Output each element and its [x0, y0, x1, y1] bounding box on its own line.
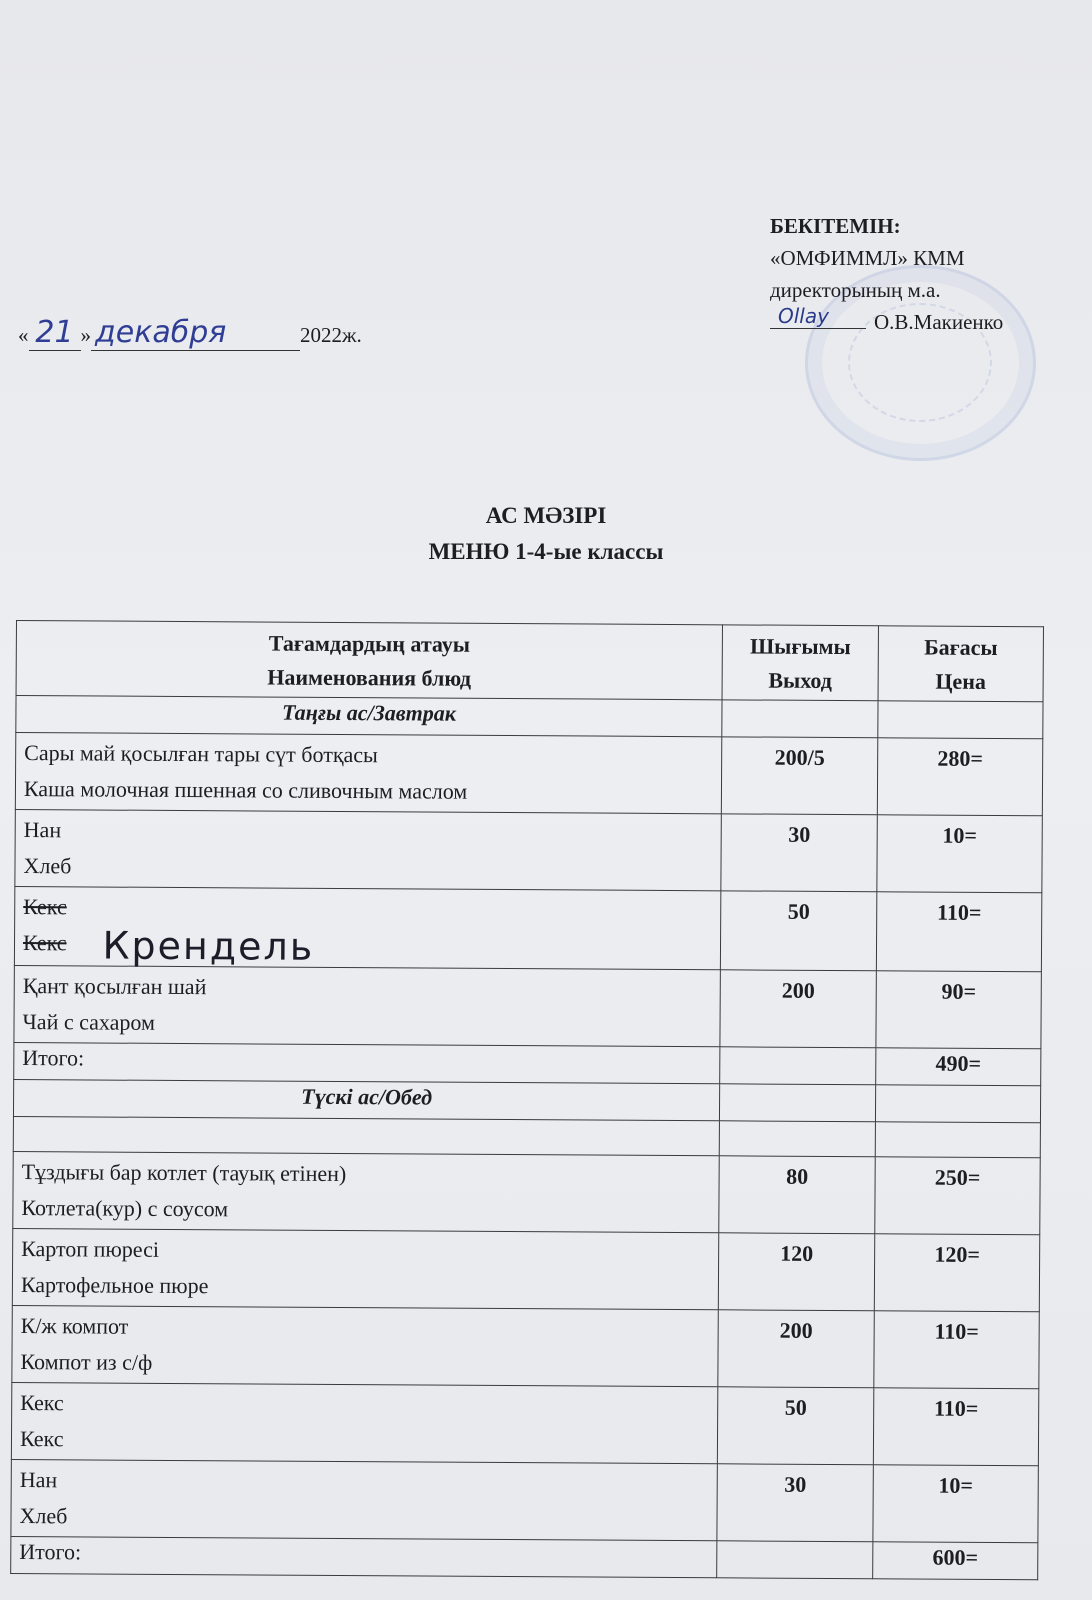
dish-price: 280=: [877, 738, 1042, 816]
dish-name-kz-struck: Кекс: [23, 894, 67, 920]
dish-name-cell: [15, 733, 722, 814]
dish-name-cell: [15, 809, 722, 890]
date-year: 2022ж.: [300, 323, 362, 347]
section-empty-cell: [722, 700, 878, 738]
total-empty-cell: [720, 1047, 876, 1085]
dish-price: 110=: [876, 892, 1041, 972]
approval-block: [770, 210, 1070, 338]
dish-price: 120=: [874, 1234, 1039, 1312]
table-row: [15, 809, 1042, 892]
dish-yield: 200: [720, 970, 876, 1048]
signature-underline: [770, 304, 866, 329]
document-date: [18, 315, 362, 351]
dish-name-ru: Каша молочная пшенная со сливочным маслом: [23, 776, 468, 804]
dish-yield: 200: [718, 1310, 874, 1388]
total-row-lunch: [11, 1536, 1038, 1579]
total-label: Итого:: [11, 1536, 717, 1577]
date-open-quote: «: [18, 323, 29, 347]
dish-price: 90=: [876, 971, 1041, 1049]
dish-yield: 80: [719, 1156, 875, 1234]
total-price: 600=: [873, 1542, 1038, 1580]
section-row-breakfast: [16, 696, 1043, 739]
approval-title: БЕКІТЕМІН:: [770, 214, 901, 238]
header-price-ru: Цена: [935, 668, 987, 694]
blank-cell: [719, 1121, 875, 1157]
dish-name-cell: [14, 965, 721, 1046]
dish-yield: 30: [721, 814, 877, 892]
dish-yield: 50: [720, 891, 876, 971]
handwritten-signature: Ollay: [778, 304, 829, 328]
dish-name-ru: Компот из с/ф: [20, 1348, 153, 1375]
dish-name-ru: Кекс: [19, 1425, 64, 1452]
dish-price: 110=: [873, 1388, 1038, 1466]
dish-yield: 30: [717, 1464, 873, 1542]
menu-table: [10, 620, 1044, 1580]
header-dish-name: [16, 621, 723, 700]
section-empty-cell: [878, 701, 1043, 739]
date-month: декабря: [91, 315, 300, 351]
dish-name-kz: Кекс: [20, 1389, 64, 1416]
dish-yield: 50: [717, 1387, 873, 1465]
dish-name-kz: Нан: [19, 1466, 58, 1493]
section-empty-cell: [875, 1085, 1040, 1123]
dish-name-ru: Хлеб: [19, 1502, 68, 1529]
signature-line: [770, 306, 1070, 338]
dish-name-cell: [11, 1459, 718, 1540]
table-row: [14, 965, 1041, 1048]
menu-titles: [0, 498, 1092, 570]
dish-price: 10=: [877, 815, 1042, 893]
dish-name-kz: Нан: [23, 817, 62, 843]
dish-name-cell: [13, 1151, 720, 1232]
table-row: [12, 1305, 1039, 1388]
dish-name-cell: [12, 1305, 719, 1386]
dish-name-ru-struck: Кекс: [22, 930, 67, 956]
dish-price: 250=: [875, 1157, 1040, 1235]
dish-price: 10=: [873, 1465, 1038, 1543]
table-row: [15, 733, 1042, 816]
total-price: 490=: [876, 1048, 1041, 1086]
dish-name-kz: Қант қосылған шай: [22, 973, 207, 1000]
blank-cell: [13, 1116, 719, 1155]
table-row: [13, 1151, 1040, 1234]
header-yield-kz: Шығымы: [749, 633, 851, 660]
approver-name: О.В.Макиенко: [874, 310, 1004, 334]
dish-name-cell: [14, 886, 721, 969]
total-label: Итого:: [14, 1042, 720, 1083]
approval-org: «ОМФИММЛ» КММ: [770, 246, 965, 270]
handwritten-replacement: Крендель: [102, 923, 315, 969]
approval-role: директорының м.а.: [770, 278, 941, 302]
table-header-row: [16, 621, 1043, 702]
dish-name-kz: Тұздығы бар котлет (тауық етінен): [21, 1158, 347, 1186]
table-row: [14, 886, 1041, 971]
table-row: [11, 1459, 1038, 1542]
dish-name-kz: К/ж компот: [20, 1312, 129, 1339]
section-row-lunch: [13, 1079, 1040, 1122]
dish-price: 110=: [874, 1311, 1039, 1389]
dish-yield: 120: [718, 1233, 874, 1311]
dish-name-ru: Картофельное пюре: [20, 1271, 209, 1299]
dish-name-ru: Котлета(кур) с соусом: [21, 1194, 229, 1222]
header-price-kz: Бағасы: [924, 634, 998, 660]
header-dish-name-kz: Тағамдардың атауы: [268, 630, 471, 657]
total-empty-cell: [717, 1541, 873, 1579]
menu-title-kz: АС МӘЗІРІ: [485, 503, 607, 528]
section-title-breakfast: Таңғы ас/Завтрак: [16, 696, 722, 737]
dish-name-kz: Картоп пюресі: [21, 1235, 160, 1262]
header-yield: [722, 625, 878, 701]
section-empty-cell: [720, 1084, 876, 1122]
menu-title-ru: МЕНЮ 1-4-ые классы: [428, 539, 664, 564]
dish-yield: 200/5: [721, 737, 877, 815]
total-row-breakfast: [14, 1042, 1041, 1085]
dish-name-ru: Хлеб: [23, 853, 72, 879]
header-price: [878, 626, 1043, 702]
blank-cell: [875, 1122, 1040, 1158]
date-close-quote: »: [80, 323, 91, 347]
table-row: [12, 1228, 1039, 1311]
header-yield-ru: Выход: [768, 667, 833, 693]
dish-name-kz: Сары май қосылған тары сүт ботқасы: [24, 740, 378, 768]
date-day: 21: [29, 315, 81, 351]
header-dish-name-ru: Наименования блюд: [267, 664, 472, 691]
table-row: [11, 1382, 1038, 1465]
section-title-lunch: Түскі ас/Обед: [13, 1079, 719, 1120]
dish-name-cell: [12, 1228, 719, 1309]
dish-name-ru: Чай с сахаром: [22, 1009, 156, 1035]
dish-name-cell: [11, 1382, 718, 1463]
